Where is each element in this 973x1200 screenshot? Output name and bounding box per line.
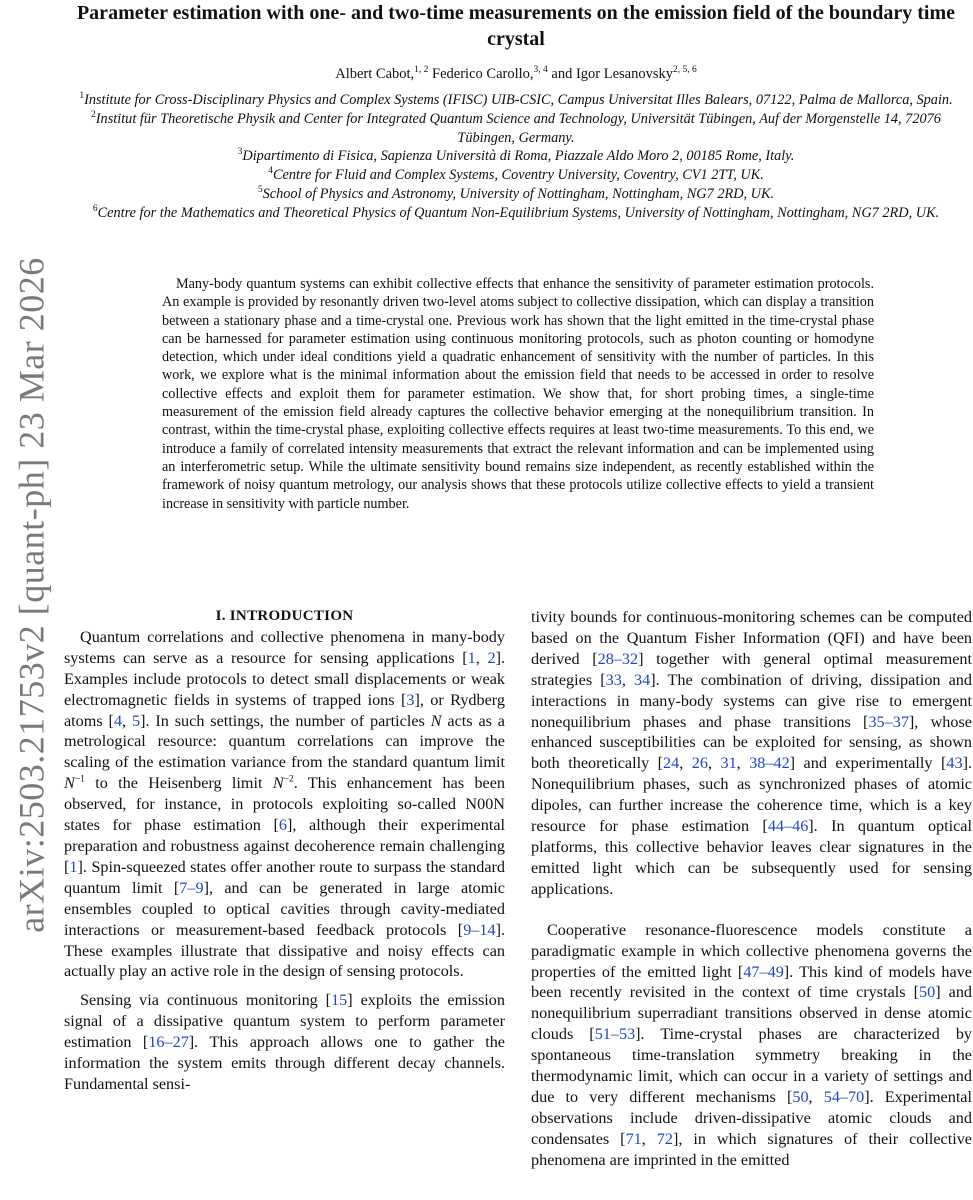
citation-link[interactable]: 47–49 (743, 962, 784, 981)
math-symbol: N (430, 711, 442, 730)
text-run: ]. Experimental observations include driven-dissipative atomic clouds and condensates [ (531, 1087, 972, 1148)
text-run: ] and experimentally [ (789, 754, 947, 773)
affiliation-number: 1 (79, 91, 85, 102)
text-run: , (736, 754, 750, 773)
citation-link[interactable]: 9–14 (463, 920, 496, 939)
text-run: , (808, 1087, 824, 1106)
text-run: ], or Rydberg atoms [ (64, 690, 505, 730)
citation-link[interactable]: 33 (605, 670, 622, 689)
author-list (64, 66, 968, 83)
text-run: ] together with general optimal measurement strategies [ (531, 649, 972, 689)
citation-link[interactable]: 28–32 (597, 649, 639, 668)
text-run: ]. This approach allows one to gather the information the system emits through different decay channels. Fundamental sensi- (64, 1033, 505, 1093)
citation-link[interactable]: 26 (691, 754, 708, 773)
author (335, 66, 428, 82)
citation-link[interactable]: 5 (131, 711, 141, 730)
text-run: ] exploits the emission signal of a dissipative quantum system to perform parameter estimation [ (64, 991, 505, 1052)
affiliation-number: 4 (268, 166, 273, 177)
text-run: tivity bounds for continuous-monitoring schemes can be computed based on the Quantum Fisher Information (QFI) and have been derived [ (531, 608, 972, 668)
text-run: Cooperative resonance-fluorescence models constitute a paradigmatic example in which collective phenomena governs the properties of the emitted light [ (531, 920, 972, 981)
author-affiliation-marker: 3, 4 (533, 65, 548, 76)
text-run: ]. Spin-squeezed states offer another route to surpass the standard quantum limit [ (64, 857, 505, 897)
affiliation (64, 147, 968, 166)
text-run: ]. These examples illustrate that dissipative and noisy effects can actually play an active role in the design of sensing protocols. (64, 920, 505, 981)
author-affiliation-marker: 1, 2 (414, 65, 429, 76)
citation-link[interactable]: 71 (625, 1129, 642, 1148)
paragraph (64, 990, 505, 1095)
text-run: , (641, 1129, 657, 1148)
citation-link[interactable]: 7–9 (179, 878, 204, 897)
affiliation (64, 204, 968, 223)
affiliation (64, 110, 968, 148)
citation-link[interactable]: 4 (113, 711, 123, 730)
paragraph (531, 920, 972, 1171)
affiliation (64, 91, 968, 110)
text-run: ]. Time-crystal phases are characterized by spontaneous time-translation symmetry breaking in the thermodynamic limit, which can occur in a variety of settings and due to very different mechanisms [ (531, 1025, 973, 1106)
text-run: Quantum correlations and collective phenomena in many-body systems can serve as a resource for sensing applications [ (64, 627, 505, 667)
affiliation-text: Centre for Fluid and Complex Systems, Coventry University, Coventry, CV1 2TT, UK. (272, 167, 764, 184)
citation-link[interactable]: 15 (331, 991, 348, 1010)
citation-link[interactable]: 38–42 (749, 754, 790, 773)
paragraph (64, 627, 505, 982)
text-run: acts as a metrological resource: quantum correlations can improve the scaling of the estimation variance from the standard quantum limit (64, 711, 505, 772)
citation-link[interactable]: 1 (69, 857, 78, 876)
author (551, 66, 696, 82)
citation-link[interactable]: 1 (467, 648, 476, 667)
math-exponent: −2 (283, 774, 294, 785)
affiliation-number: 5 (257, 185, 263, 196)
text-run: ]. Nonequilibrium phases, such as synchronized phases of atomic dipoles, can further increase the coherence time, which is a key resource for phase estimation [ (531, 754, 972, 836)
text-run: ], in which signatures of their collective phenomena are imprinted in the emitted (531, 1129, 972, 1169)
citation-link[interactable]: 43 (946, 754, 963, 773)
left-column (64, 606, 505, 1095)
author-name: Albert Cabot, (335, 66, 415, 82)
text-run: ]. In such settings, the number of particles (140, 711, 431, 730)
text-run: ], and can be generated in large atomic ensembles coupled to optical cavities through cavity-mediated interactions or measurement-based feedback protocols [ (64, 878, 505, 939)
affiliation-number: 3 (237, 147, 243, 158)
text-run: ]. In quantum optical platforms, this collective behavior leaves clear signatures in the emitted light which can be subsequently used for sensing applications. (531, 817, 972, 898)
text-run: Sensing via continuous monitoring [ (80, 991, 332, 1010)
citation-link[interactable]: 6 (278, 816, 287, 835)
right-column (531, 607, 972, 1171)
citation-link[interactable]: 24 (663, 754, 680, 773)
text-run: , (679, 754, 692, 773)
citation-link[interactable]: 31 (720, 754, 737, 773)
text-run: , (122, 711, 132, 730)
text-run: ]. The combination of driving, dissipation and interactions in many-body systems can give rise to emergent nonequilibrium phases and phase transitions [ (531, 670, 972, 731)
affiliation-text: Institute for Cross-Disciplinary Physics and Complex Systems (IFISC) UIB-CSIC, Campus Universitat Illes Balears, 07122, Palma de Mallorca, Spain. (84, 92, 953, 108)
affiliation-number: 2 (91, 110, 96, 121)
abstract: Many-body quantum systems can exhibit collective effects that enhance the sensitivity of parameter estimation protocols. An example is provided by resonantly driven two-level atoms subject to collective dissipation, which can display a transition between a stationary phase and a time-crystal one. Previous work has shown that the light emitted in the time-crystal phase can be harnessed for parameter estimation using continuous monitoring protocols, such as photon counting or homodyne detection, which under ideal conditions yield a quadratic enhancement of sensitivity with the number of particles. In this work, we explore what is the minimal information about the emission field that needs to be accessed in order to resolve collective effects and exploit them for parameter estimation. We show that, for short probing times, a single-time measurement of the emission field already captures the collective behavior emerging at the nonequilibrium transition. In contrast, within the time-crystal phase, exploiting collective effects requires at least two-time measurements. To this end, we introduce a family of correlated intensity measurements that extract the relevant information and can be implemented using an interferometric setup. While the ultimate sensitivity bound remains size independent, as recently established within the framework of noisy quantum metrology, our analysis shows that these protocols utilize collective effects to yield a transient increase in sensitivity with particle number. (162, 276, 874, 512)
affiliation (64, 185, 968, 204)
paper-title: Parameter estimation with one- and two-time measurements on the emission field of the boundary time crystal (76, 2, 956, 50)
citation-link[interactable]: 54–70 (823, 1087, 865, 1106)
text-run: ], whose enhanced susceptibilities can be exploited for sensing, as shown both theoretically [ (531, 712, 972, 773)
affiliation (64, 166, 968, 185)
text-run: , (475, 648, 488, 667)
author (432, 66, 548, 82)
affiliation-text: School of Physics and Astronomy, University of Nottingham, Nottingham, NG7 2RD, UK. (262, 185, 775, 202)
author-name: and Igor Lesanovsky (551, 66, 674, 82)
citation-link[interactable]: 3 (406, 690, 415, 709)
affiliation-text: Dipartimento di Fisica, Sapienza Università di Roma, Piazzale Aldo Moro 2, 00185 Rome, Italy. (242, 148, 795, 165)
section-heading: I. INTRODUCTION (215, 608, 354, 624)
author-name: Federico Carollo, (432, 66, 534, 82)
affiliation-text: Institut für Theoretische Physik and Center for Integrated Quantum Science and Technology, Universität Tübingen, Auf der Morgenstelle 14, 72076 Tübingen, Germany. (95, 110, 941, 146)
text-run: ] and nonequilibrium superradiant transitions observed in dense atomic clouds [ (531, 983, 973, 1044)
arxiv-identifier: arXiv:2503.21753v2 [quant-ph] 23 Mar 2026 (12, 257, 53, 933)
author-affiliation-marker: 2, 5, 6 (673, 65, 697, 76)
citation-link[interactable]: 34 (634, 670, 651, 689)
text-run: ]. This kind of models have been recently revisited in the context of time crystals [ (531, 962, 972, 1002)
math-exponent: −1 (74, 774, 85, 785)
citation-link[interactable]: 35–37 (868, 712, 909, 731)
affiliation-list (64, 91, 968, 223)
text-run: , (621, 670, 635, 689)
citation-link[interactable]: 51–53 (594, 1025, 636, 1044)
left-column-body (64, 627, 505, 1095)
citation-link[interactable]: 2 (487, 648, 496, 667)
citation-link[interactable]: 16–27 (148, 1033, 189, 1052)
citation-link[interactable]: 50 (792, 1087, 809, 1106)
text-run: ], although their experimental preparation and robustness against decoherence remain challenging [ (64, 816, 505, 876)
citation-link[interactable]: 44–46 (767, 817, 809, 836)
text-run: . This enhancement has been observed, for instance, in protocols exploiting so-called N00N states for phase estimation [ (64, 774, 505, 835)
text-run: to the Heisenberg limit (84, 774, 273, 793)
math-symbol: N (272, 774, 284, 793)
affiliation-number: 6 (92, 204, 98, 215)
citation-link[interactable]: 50 (919, 983, 936, 1002)
right-column-body (531, 607, 972, 1171)
citation-link[interactable]: 72 (656, 1129, 673, 1148)
arxiv-sidebar (6, 255, 58, 935)
affiliation-text: Centre for the Mathematics and Theoretical Physics of Quantum Non-Equilibrium Systems, University of Nottingham, Nottingham, NG7 2RD, UK. (97, 204, 940, 221)
text-run: , (707, 754, 721, 773)
math-symbol: N (64, 774, 75, 793)
paragraph (531, 607, 972, 900)
text-run: ]. Examples include protocols to detect small displacements or weak electromagnetic fields in systems of trapped ions [ (64, 648, 506, 709)
